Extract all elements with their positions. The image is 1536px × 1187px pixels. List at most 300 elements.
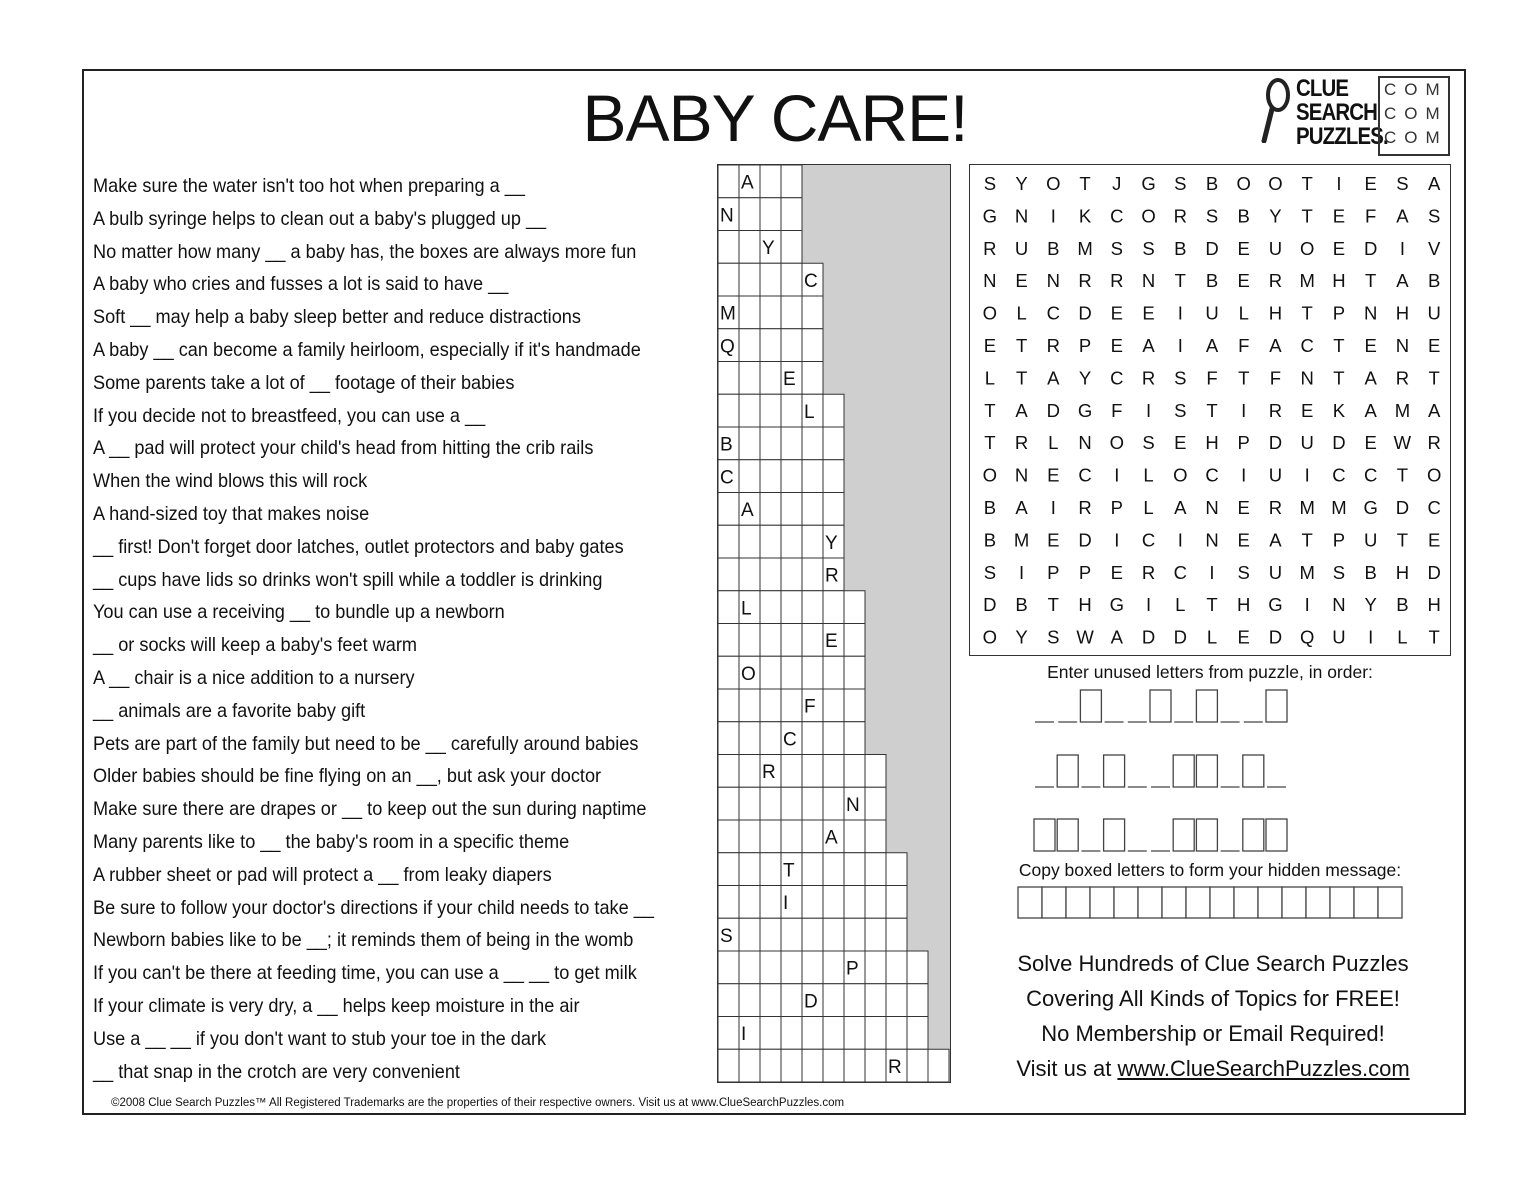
answer-cell[interactable]	[781, 329, 802, 362]
grid-letter[interactable]: E	[1427, 529, 1441, 551]
answer-cell[interactable]	[823, 493, 844, 526]
answer-cell[interactable]	[802, 951, 823, 984]
answer-cell[interactable]	[760, 329, 781, 362]
grid-letter[interactable]: U	[1268, 237, 1283, 259]
answer-cell[interactable]	[865, 918, 886, 951]
grid-letter[interactable]: T	[1301, 529, 1313, 551]
grid-letter[interactable]: T	[984, 399, 996, 421]
grid-letter[interactable]: M	[1394, 399, 1411, 421]
grid-letter[interactable]: R	[1046, 335, 1061, 357]
answer-cell[interactable]	[781, 493, 802, 526]
answer-cell[interactable]	[739, 427, 760, 460]
answer-cell[interactable]	[760, 689, 781, 722]
answer-cell[interactable]	[718, 787, 739, 820]
grid-letter[interactable]: R	[1427, 432, 1441, 454]
answer-cell[interactable]	[739, 525, 760, 558]
answer-cell[interactable]	[739, 263, 760, 296]
grid-letter[interactable]: T	[1079, 173, 1091, 195]
answer-cell[interactable]	[844, 1049, 865, 1082]
message-box[interactable]	[1138, 887, 1162, 918]
grid-letter[interactable]: R	[1173, 205, 1187, 227]
grid-letter[interactable]: F	[1269, 367, 1282, 389]
answer-cell[interactable]	[760, 493, 781, 526]
grid-letter[interactable]: T	[1301, 205, 1313, 227]
answer-cell[interactable]	[886, 984, 907, 1017]
grid-letter[interactable]: E	[1364, 173, 1377, 195]
answer-cell[interactable]	[760, 362, 781, 395]
answer-cell[interactable]	[802, 656, 823, 689]
answer-cell[interactable]	[802, 427, 823, 460]
grid-letter[interactable]: S	[1174, 367, 1187, 389]
answer-cell[interactable]	[823, 591, 844, 624]
answer-cell[interactable]	[760, 656, 781, 689]
answer-cell[interactable]	[739, 918, 760, 951]
boxed-letter-slot[interactable]	[1266, 819, 1287, 851]
answer-cell[interactable]	[886, 886, 907, 919]
grid-letter[interactable]: A	[1174, 497, 1187, 519]
answer-cell[interactable]	[844, 755, 865, 788]
grid-letter[interactable]: O	[1300, 237, 1315, 259]
message-box[interactable]	[1186, 887, 1210, 918]
grid-letter[interactable]: E	[1174, 432, 1187, 454]
answer-cell[interactable]	[781, 951, 802, 984]
grid-letter[interactable]: I	[1368, 626, 1374, 648]
answer-cell[interactable]	[760, 722, 781, 755]
answer-cell[interactable]	[844, 886, 865, 919]
grid-letter[interactable]: C	[1141, 529, 1156, 551]
answer-cell[interactable]	[781, 787, 802, 820]
message-box[interactable]	[1114, 887, 1138, 918]
grid-letter[interactable]: U	[1363, 529, 1378, 551]
answer-cell[interactable]	[865, 1049, 886, 1082]
answer-cell[interactable]	[823, 886, 844, 919]
message-box[interactable]	[1162, 887, 1186, 918]
answer-cell[interactable]	[718, 624, 739, 657]
grid-letter[interactable]: L	[1238, 302, 1249, 324]
grid-letter[interactable]: W	[1076, 626, 1094, 648]
grid-letter[interactable]: I	[1177, 302, 1183, 324]
answer-cell[interactable]	[823, 394, 844, 427]
answer-cell[interactable]	[739, 755, 760, 788]
grid-letter[interactable]: R	[1268, 270, 1283, 292]
answer-cell[interactable]	[844, 656, 865, 689]
grid-letter[interactable]: D	[983, 594, 997, 616]
boxed-letter-slot[interactable]	[1196, 819, 1217, 851]
grid-letter[interactable]: P	[1078, 335, 1092, 357]
answer-cell[interactable]	[865, 1017, 886, 1050]
grid-letter[interactable]: D	[1332, 432, 1346, 454]
answer-cell[interactable]	[760, 951, 781, 984]
grid-letter[interactable]: B	[1015, 594, 1028, 616]
answer-cell[interactable]	[718, 263, 739, 296]
answer-cell[interactable]	[802, 591, 823, 624]
answer-cell[interactable]	[886, 853, 907, 886]
answer-cell[interactable]	[739, 722, 760, 755]
answer-cell[interactable]	[802, 525, 823, 558]
grid-letter[interactable]: G	[1077, 399, 1093, 421]
grid-letter[interactable]: S	[1427, 205, 1441, 227]
grid-letter[interactable]: S	[1142, 432, 1155, 454]
grid-letter[interactable]: S	[1205, 205, 1219, 227]
grid-letter[interactable]: T	[1301, 173, 1313, 195]
answer-cell[interactable]	[760, 525, 781, 558]
grid-letter[interactable]: P	[1332, 529, 1346, 551]
grid-letter[interactable]: H	[1078, 594, 1092, 616]
message-box[interactable]	[1210, 887, 1234, 918]
grid-letter[interactable]: T	[1333, 335, 1345, 357]
message-box[interactable]	[1378, 887, 1402, 918]
grid-letter[interactable]: C	[1110, 205, 1124, 227]
grid-letter[interactable]: D	[1205, 237, 1219, 259]
answer-cell[interactable]	[760, 853, 781, 886]
answer-cell[interactable]	[823, 722, 844, 755]
grid-letter[interactable]: P	[1237, 432, 1250, 454]
grid-letter[interactable]: N	[1363, 302, 1378, 324]
answer-cell[interactable]	[718, 656, 739, 689]
answer-cell[interactable]	[781, 263, 802, 296]
grid-letter[interactable]: N	[1014, 464, 1029, 486]
answer-cell[interactable]	[781, 296, 802, 329]
grid-letter[interactable]: N	[1141, 270, 1156, 292]
grid-letter[interactable]: U	[1300, 432, 1314, 454]
grid-letter[interactable]: A	[1396, 205, 1409, 227]
grid-letter[interactable]: C	[1173, 561, 1187, 583]
answer-cell[interactable]	[781, 624, 802, 657]
boxed-letter-slot[interactable]	[1243, 755, 1264, 787]
answer-cell[interactable]	[781, 755, 802, 788]
grid-letter[interactable]: U	[1268, 464, 1283, 486]
grid-letter[interactable]: A	[1396, 270, 1409, 292]
answer-cell[interactable]	[802, 1049, 823, 1082]
grid-letter[interactable]: E	[1110, 335, 1123, 357]
answer-cell[interactable]	[907, 1017, 928, 1050]
answer-cell[interactable]	[844, 1017, 865, 1050]
grid-letter[interactable]: I	[1050, 205, 1056, 227]
answer-cell[interactable]	[718, 1049, 739, 1082]
answer-cell[interactable]	[844, 722, 865, 755]
grid-letter[interactable]: A	[1047, 367, 1060, 389]
grid-letter[interactable]: O	[1426, 464, 1442, 486]
grid-letter[interactable]: L	[1143, 464, 1154, 486]
answer-cell[interactable]	[781, 918, 802, 951]
grid-letter[interactable]: S	[1237, 561, 1250, 583]
grid-letter[interactable]: E	[1237, 237, 1250, 259]
answer-cell[interactable]	[718, 591, 739, 624]
grid-letter[interactable]: H	[1205, 432, 1219, 454]
answer-cell[interactable]	[760, 165, 781, 198]
message-box[interactable]	[1066, 887, 1090, 918]
grid-letter[interactable]: I	[1114, 529, 1120, 551]
answer-cell[interactable]	[781, 1049, 802, 1082]
answer-cell[interactable]	[760, 787, 781, 820]
message-box[interactable]	[1306, 887, 1330, 918]
grid-letter[interactable]: O	[1141, 205, 1156, 227]
answer-cell[interactable]	[760, 263, 781, 296]
grid-letter[interactable]: A	[1142, 335, 1155, 357]
answer-cell[interactable]	[865, 951, 886, 984]
answer-cell[interactable]	[823, 689, 844, 722]
boxed-letter-slot[interactable]	[1266, 690, 1287, 722]
grid-letter[interactable]: C	[1332, 464, 1346, 486]
grid-letter[interactable]: D	[1173, 626, 1187, 648]
answer-cell[interactable]	[823, 755, 844, 788]
grid-letter[interactable]: U	[1205, 302, 1219, 324]
answer-cell[interactable]	[781, 165, 802, 198]
grid-letter[interactable]: T	[1396, 529, 1409, 551]
grid-letter[interactable]: M	[1013, 529, 1030, 551]
grid-letter[interactable]: G	[1363, 497, 1378, 519]
answer-cell[interactable]	[802, 296, 823, 329]
grid-letter[interactable]: E	[1332, 237, 1346, 259]
grid-letter[interactable]: E	[1332, 205, 1346, 227]
grid-letter[interactable]: E	[1142, 302, 1155, 324]
answer-cell[interactable]	[844, 853, 865, 886]
answer-cell[interactable]	[739, 362, 760, 395]
grid-letter[interactable]: F	[1238, 335, 1250, 357]
answer-cell[interactable]	[781, 198, 802, 231]
answer-cell[interactable]	[760, 591, 781, 624]
grid-letter[interactable]: L	[1143, 497, 1154, 519]
grid-letter[interactable]: D	[1427, 561, 1441, 583]
grid-letter[interactable]: D	[1046, 399, 1061, 421]
grid-letter[interactable]: S	[1110, 237, 1123, 259]
grid-letter[interactable]: G	[1141, 173, 1156, 195]
answer-cell[interactable]	[844, 984, 865, 1017]
grid-letter[interactable]: N	[983, 270, 997, 292]
answer-cell[interactable]	[802, 624, 823, 657]
grid-letter[interactable]: A	[1015, 399, 1028, 421]
grid-letter[interactable]: I	[1145, 594, 1152, 616]
message-box[interactable]	[1282, 887, 1306, 918]
grid-letter[interactable]: U	[1268, 561, 1283, 583]
grid-letter[interactable]: A	[1269, 529, 1282, 551]
grid-letter[interactable]: P	[1047, 561, 1060, 583]
answer-cell[interactable]	[781, 558, 802, 591]
grid-letter[interactable]: E	[1237, 529, 1250, 551]
grid-letter[interactable]: S	[1332, 561, 1346, 583]
answer-cell[interactable]	[802, 558, 823, 591]
grid-letter[interactable]: K	[1332, 399, 1346, 421]
answer-cell[interactable]	[781, 460, 802, 493]
answer-cell[interactable]	[718, 165, 739, 198]
answer-cell[interactable]	[907, 951, 928, 984]
grid-letter[interactable]: T	[1206, 399, 1218, 421]
boxed-letter-slot[interactable]	[1057, 755, 1078, 787]
answer-cell[interactable]	[718, 394, 739, 427]
answer-cell[interactable]	[781, 394, 802, 427]
grid-letter[interactable]: Y	[1015, 626, 1028, 648]
grid-letter[interactable]: H	[1268, 302, 1283, 324]
grid-letter[interactable]: L	[1016, 302, 1027, 324]
grid-letter[interactable]: C	[1046, 302, 1061, 324]
boxed-letter-slot[interactable]	[1196, 690, 1217, 722]
grid-letter[interactable]: C	[1078, 464, 1092, 486]
answer-cell[interactable]	[718, 951, 739, 984]
grid-letter[interactable]: E	[1364, 335, 1377, 357]
grid-letter[interactable]: G	[1268, 594, 1283, 616]
grid-letter[interactable]: C	[1427, 497, 1441, 519]
grid-letter[interactable]: B	[1205, 173, 1219, 195]
grid-letter[interactable]: T	[1206, 594, 1218, 616]
answer-cell[interactable]	[739, 558, 760, 591]
grid-letter[interactable]: N	[1014, 205, 1029, 227]
answer-cell[interactable]	[718, 689, 739, 722]
grid-letter[interactable]: N	[1395, 335, 1410, 357]
grid-letter[interactable]: R	[1141, 561, 1156, 583]
grid-letter[interactable]: B	[1205, 270, 1219, 292]
grid-letter[interactable]: A	[1110, 626, 1123, 648]
grid-letter[interactable]: P	[1332, 302, 1346, 324]
answer-cell[interactable]	[823, 853, 844, 886]
grid-letter[interactable]: K	[1078, 205, 1092, 227]
answer-cell[interactable]	[760, 886, 781, 919]
grid-letter[interactable]: Y	[1078, 367, 1092, 389]
answer-cell[interactable]	[781, 689, 802, 722]
answer-cell[interactable]	[781, 591, 802, 624]
answer-cell[interactable]	[718, 558, 739, 591]
answer-cell[interactable]	[802, 722, 823, 755]
grid-letter[interactable]: Q	[1300, 626, 1315, 648]
answer-cell[interactable]	[865, 820, 886, 853]
grid-letter[interactable]: T	[1428, 367, 1440, 389]
answer-cell[interactable]	[907, 984, 928, 1017]
answer-cell[interactable]	[739, 1049, 760, 1082]
grid-letter[interactable]: E	[1237, 497, 1250, 519]
answer-cell[interactable]	[823, 460, 844, 493]
answer-cell[interactable]	[865, 787, 886, 820]
answer-cell[interactable]	[760, 984, 781, 1017]
answer-cell[interactable]	[739, 886, 760, 919]
grid-letter[interactable]: O	[1046, 173, 1061, 195]
answer-cell[interactable]	[739, 689, 760, 722]
grid-letter[interactable]: T	[1015, 335, 1028, 357]
answer-cell[interactable]	[781, 1017, 802, 1050]
message-box[interactable]	[1354, 887, 1378, 918]
grid-letter[interactable]: T	[1301, 302, 1313, 324]
grid-letter[interactable]: H	[1332, 270, 1346, 292]
grid-letter[interactable]: I	[1209, 561, 1215, 583]
grid-letter[interactable]: I	[1241, 399, 1247, 421]
grid-letter[interactable]: A	[1364, 367, 1377, 389]
boxed-letter-slot[interactable]	[1104, 819, 1125, 851]
grid-letter[interactable]: G	[982, 205, 998, 227]
grid-letter[interactable]: S	[1174, 399, 1187, 421]
answer-cell[interactable]	[781, 525, 802, 558]
grid-letter[interactable]: F	[1365, 205, 1377, 227]
answer-cell[interactable]	[844, 820, 865, 853]
answer-cell[interactable]	[760, 558, 781, 591]
answer-cell[interactable]	[844, 918, 865, 951]
grid-letter[interactable]: D	[1141, 626, 1156, 648]
answer-cell[interactable]	[781, 427, 802, 460]
message-box[interactable]	[1018, 887, 1042, 918]
grid-letter[interactable]: B	[1237, 205, 1250, 227]
answer-cell[interactable]	[781, 656, 802, 689]
grid-letter[interactable]: R	[983, 237, 997, 259]
answer-cell[interactable]	[718, 853, 739, 886]
answer-cell[interactable]	[844, 591, 865, 624]
answer-cell[interactable]	[823, 787, 844, 820]
message-box[interactable]	[1090, 887, 1114, 918]
answer-cell[interactable]	[781, 820, 802, 853]
answer-cell[interactable]	[886, 918, 907, 951]
answer-cell[interactable]	[739, 329, 760, 362]
grid-letter[interactable]: E	[983, 335, 997, 357]
answer-cell[interactable]	[781, 984, 802, 1017]
grid-letter[interactable]: O	[1236, 173, 1251, 195]
grid-letter[interactable]: R	[1078, 270, 1092, 292]
answer-cell[interactable]	[802, 362, 823, 395]
grid-letter[interactable]: P	[1110, 497, 1123, 519]
grid-letter[interactable]: D	[1078, 302, 1092, 324]
answer-cell[interactable]	[760, 427, 781, 460]
grid-letter[interactable]: R	[1141, 367, 1156, 389]
boxed-letter-slot[interactable]	[1243, 819, 1264, 851]
answer-cell[interactable]	[718, 493, 739, 526]
grid-letter[interactable]: Y	[1364, 594, 1377, 616]
grid-letter[interactable]: R	[1268, 399, 1283, 421]
boxed-letter-slot[interactable]	[1104, 755, 1125, 787]
answer-cell[interactable]	[802, 820, 823, 853]
grid-letter[interactable]: O	[1268, 173, 1283, 195]
answer-cell[interactable]	[718, 886, 739, 919]
boxed-letter-slot[interactable]	[1196, 755, 1217, 787]
grid-letter[interactable]: F	[1206, 367, 1218, 389]
grid-letter[interactable]: F	[1111, 399, 1123, 421]
answer-cell[interactable]	[823, 1017, 844, 1050]
grid-letter[interactable]: T	[1428, 626, 1440, 648]
grid-letter[interactable]: L	[984, 367, 996, 389]
answer-cell[interactable]	[760, 460, 781, 493]
grid-letter[interactable]: E	[1237, 270, 1250, 292]
grid-letter[interactable]: B	[1174, 237, 1187, 259]
grid-letter[interactable]: S	[1396, 173, 1409, 195]
grid-letter[interactable]: H	[1395, 302, 1410, 324]
grid-letter[interactable]: C	[1110, 367, 1124, 389]
answer-cell[interactable]	[739, 296, 760, 329]
grid-letter[interactable]: I	[1050, 497, 1056, 519]
answer-cell[interactable]	[760, 1049, 781, 1082]
grid-letter[interactable]: D	[1078, 529, 1092, 551]
grid-letter[interactable]: A	[1205, 335, 1219, 357]
grid-letter[interactable]: S	[983, 561, 997, 583]
grid-letter[interactable]: B	[983, 529, 997, 551]
grid-letter[interactable]: I	[1304, 594, 1310, 616]
grid-letter[interactable]: L	[1397, 626, 1408, 648]
answer-cell[interactable]	[739, 984, 760, 1017]
answer-cell[interactable]	[718, 525, 739, 558]
grid-letter[interactable]: D	[1395, 497, 1410, 519]
answer-cell[interactable]	[760, 1017, 781, 1050]
grid-letter[interactable]: T	[1015, 367, 1028, 389]
answer-cell[interactable]	[802, 755, 823, 788]
grid-letter[interactable]: E	[1047, 464, 1060, 486]
grid-letter[interactable]: C	[1300, 335, 1314, 357]
answer-cell[interactable]	[760, 918, 781, 951]
answer-cell[interactable]	[823, 656, 844, 689]
answer-cell[interactable]	[760, 820, 781, 853]
grid-letter[interactable]: L	[1206, 626, 1218, 648]
grid-letter[interactable]: U	[1427, 302, 1441, 324]
grid-letter[interactable]: W	[1393, 432, 1412, 454]
grid-letter[interactable]: N	[1046, 270, 1061, 292]
grid-letter[interactable]: B	[1427, 270, 1441, 292]
grid-letter[interactable]: O	[982, 464, 998, 486]
boxed-letter-slot[interactable]	[1173, 819, 1194, 851]
grid-letter[interactable]: Y	[1015, 173, 1028, 195]
answer-cell[interactable]	[802, 886, 823, 919]
grid-letter[interactable]: L	[1175, 594, 1186, 616]
